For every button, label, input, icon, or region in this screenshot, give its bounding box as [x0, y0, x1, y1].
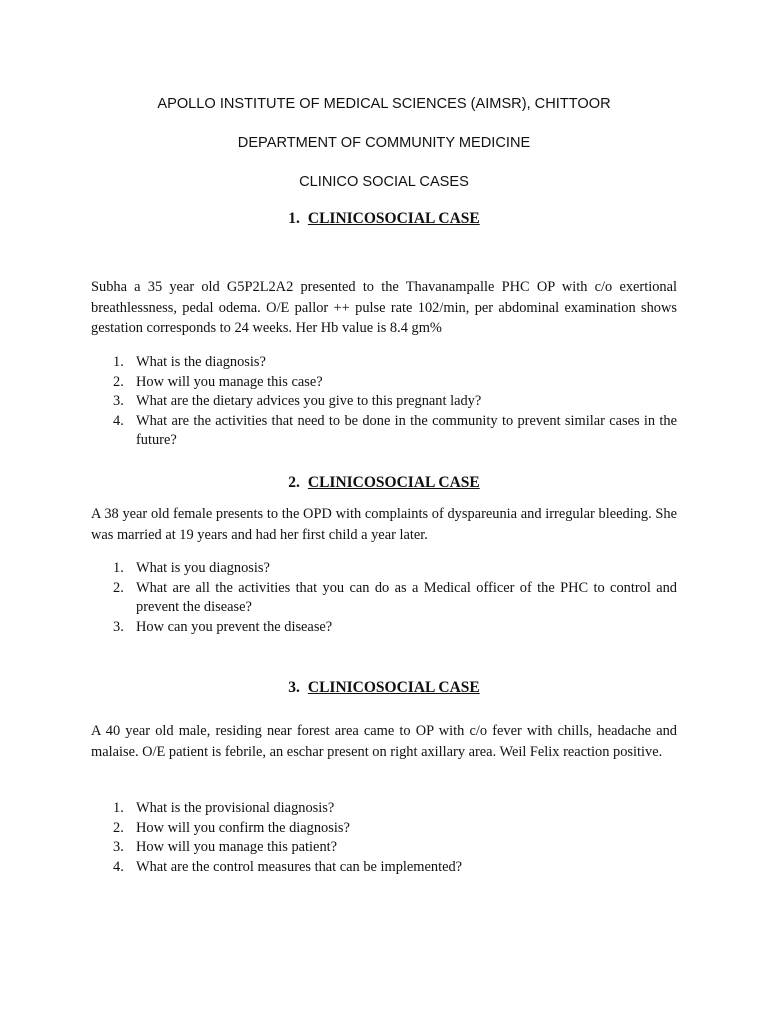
question-text: What are the dietary advices you give to this pregnant lady? [136, 393, 482, 410]
question-text: How will you manage this case? [136, 373, 323, 390]
case-2-questions [91, 559, 677, 637]
case-1-title: CLINICOSOCIAL CASE [307, 210, 480, 227]
case-3-questions [91, 799, 677, 877]
case-1-description: Subha a 35 year old G5P2L2A2 presented to the Thavanampalle PHC OP with c/o exertional breathlessness, pedal odema. O/E pallor ++ pulse rate 102/min, per abdominal examination shows gestation corresponds to 24 weeks. Her Hb value is 8.4 gm% [91, 279, 677, 336]
question-text: What are the activities that need to be done in the community to prevent similar cases in the future? [136, 412, 677, 449]
question-number: 2. [113, 579, 124, 596]
question-number: 2. [113, 373, 124, 390]
case-2-heading [0, 473, 768, 493]
case-3-heading [0, 678, 768, 698]
case-3-description: A 40 year old male, residing near forest area came to OP with c/o fever with chills, headache and malaise. O/E patient is febrile, an eschar present on right axillary area. Weil Felix reaction positive. [91, 723, 677, 760]
question-text: What is the diagnosis? [136, 354, 266, 370]
document-subtitle: CLINICO SOCIAL CASES [299, 174, 469, 190]
case-1-question-1 [91, 353, 677, 373]
case-1-heading [0, 209, 768, 229]
case-3-title: CLINICOSOCIAL CASE [307, 679, 480, 696]
question-text: How will you manage this patient? [136, 839, 338, 856]
question-text: What are the control measures that can be implemented? [136, 858, 463, 875]
case-1-question-2 [91, 373, 677, 393]
case-3-question-2 [91, 819, 677, 839]
question-text: What are all the activities that you can do as a Medical officer of the PHC to control and prevent the disease? [136, 579, 677, 616]
question-number: 1. [113, 354, 124, 370]
question-text: What is the provisional diagnosis? [136, 800, 335, 816]
case-2-description: A 38 year old female presents to the OPD with complaints of dyspareunia and irregular bleeding. She was married at 19 years and had her first child a year later. [91, 506, 677, 543]
case-3-question-4 [91, 858, 677, 878]
case-3-question-1 [91, 799, 677, 819]
case-1-questions [91, 353, 677, 451]
question-number: 4. [113, 858, 124, 875]
department-title: DEPARTMENT OF COMMUNITY MEDICINE [237, 135, 531, 151]
case-1-number: 1. [288, 210, 300, 227]
case-3-question-3 [91, 838, 677, 858]
question-number: 2. [113, 819, 124, 836]
case-1-question-3 [91, 392, 677, 412]
case-2-title: CLINICOSOCIAL CASE [307, 474, 480, 491]
question-text: How can you prevent the disease? [136, 618, 333, 635]
case-2-question-1 [91, 559, 677, 579]
question-number: 1. [113, 800, 124, 816]
case-3-number: 3. [288, 679, 300, 696]
question-number: 3. [113, 839, 124, 856]
case-2-number: 2. [288, 474, 300, 491]
question-number: 3. [113, 393, 124, 410]
question-number: 1. [113, 560, 124, 576]
question-text: How will you confirm the diagnosis? [136, 819, 350, 836]
question-number: 4. [113, 412, 124, 429]
case-1-question-4 [91, 412, 677, 451]
question-text: What is you diagnosis? [136, 560, 270, 576]
question-number: 3. [113, 618, 124, 635]
case-2-question-3 [91, 618, 677, 638]
institute-title: APOLLO INSTITUTE OF MEDICAL SCIENCES (AIMSR), CHITTOOR [157, 96, 611, 112]
case-2-question-2 [91, 579, 677, 618]
